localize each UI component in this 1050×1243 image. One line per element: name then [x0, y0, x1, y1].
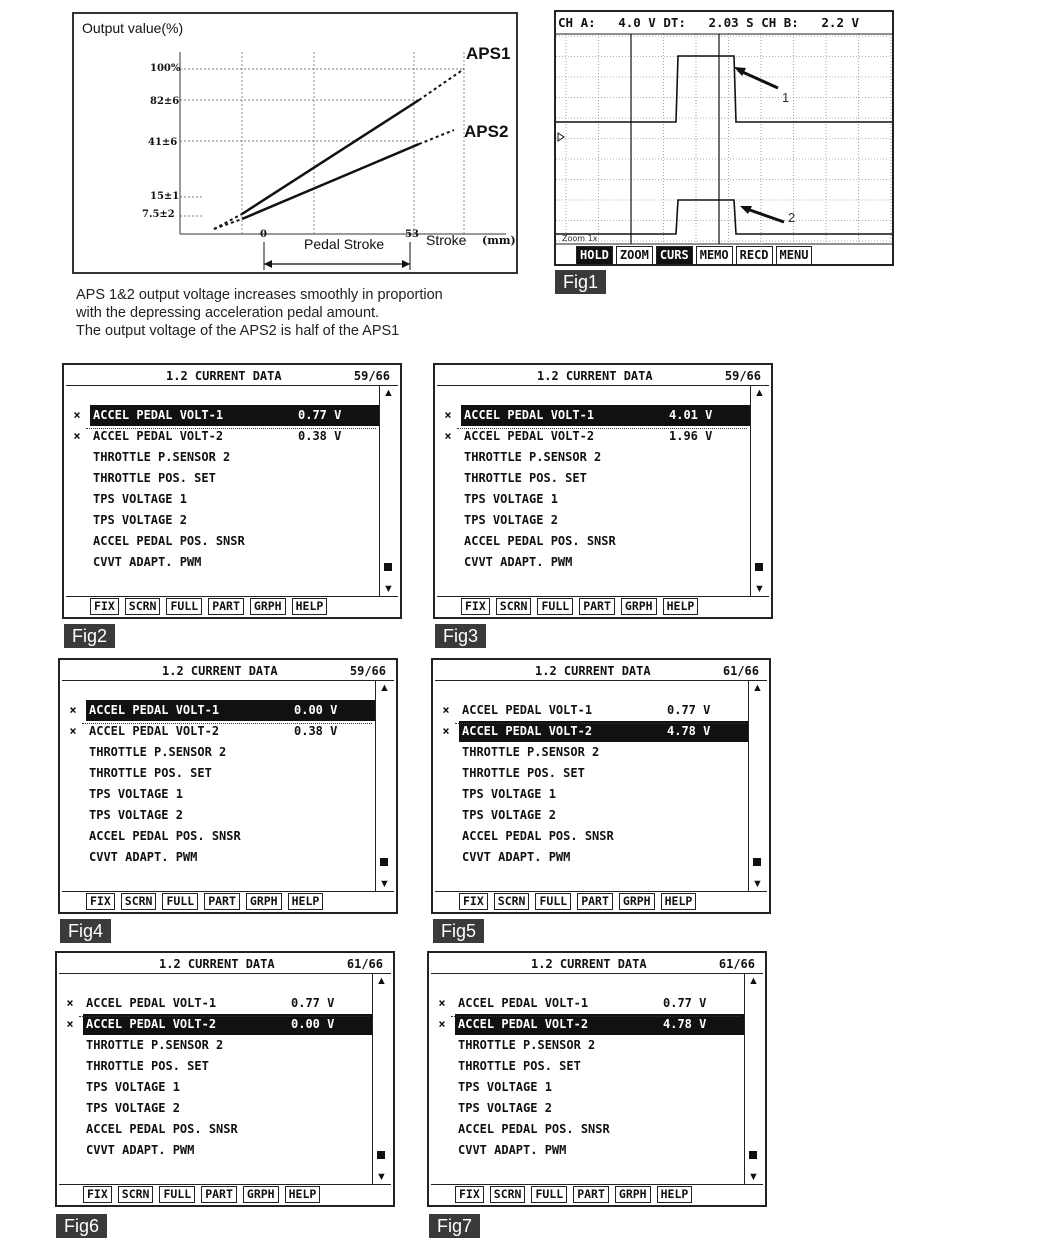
screen-title: 1.2 CURRENT DATA — [531, 957, 647, 971]
scrn-button[interactable]: SCRN — [121, 893, 157, 910]
current-data-screen-fig4 — [58, 658, 398, 914]
data-row[interactable] — [61, 1056, 375, 1077]
scope-menu-button[interactable]: MENU — [776, 246, 813, 265]
screen-header — [59, 955, 391, 974]
part-button[interactable]: PART — [201, 1186, 237, 1203]
data-row[interactable] — [64, 763, 378, 784]
data-row[interactable] — [68, 510, 382, 531]
fig-label-4: Fig4 — [60, 919, 111, 943]
data-row[interactable] — [61, 1098, 375, 1119]
fixed-mark-icon: × — [438, 996, 446, 1010]
fix-button[interactable]: FIX — [455, 1186, 484, 1203]
separator-line — [451, 1016, 741, 1017]
fix-button[interactable]: FIX — [459, 893, 488, 910]
part-button[interactable]: PART — [204, 893, 240, 910]
sensor-name: CVVT ADAPT. PWM — [458, 1143, 567, 1157]
aps2-low-extension — [214, 219, 242, 229]
scroll-up-icon[interactable]: ▲ — [383, 387, 394, 399]
full-button[interactable]: FULL — [162, 893, 198, 910]
data-row[interactable] — [437, 826, 751, 847]
data-row[interactable] — [439, 552, 753, 573]
current-data-screen-fig7 — [427, 951, 767, 1207]
aps2-label: APS2 — [464, 122, 509, 141]
fixed-mark-icon: × — [66, 1017, 74, 1031]
aps-output-graph — [72, 12, 518, 274]
data-row[interactable] — [61, 1035, 375, 1056]
fixed-mark-icon: × — [442, 724, 450, 738]
grph-button[interactable]: GRPH — [243, 1186, 279, 1203]
callout-2-label: 2 — [788, 210, 796, 225]
sensor-name: TPS VOLTAGE 1 — [93, 492, 187, 506]
part-button[interactable]: PART — [573, 1186, 609, 1203]
aps1-line — [242, 100, 419, 214]
data-row[interactable] — [437, 742, 751, 763]
scope-curs-button[interactable]: CURS — [656, 246, 693, 265]
fixed-mark-icon: × — [444, 429, 452, 443]
aps-note-line: APS 1&2 output voltage increases smoothly in proportion — [76, 287, 443, 303]
data-row[interactable] — [64, 784, 378, 805]
current-data-screen-fig3 — [433, 363, 773, 619]
sensor-name: CVVT ADAPT. PWM — [462, 850, 571, 864]
sensor-name: ACCEL PEDAL POS. SNSR — [89, 829, 241, 843]
data-row[interactable] — [433, 1077, 747, 1098]
scrollbar[interactable] — [748, 680, 767, 892]
aps-xlabel-pedal: Pedal Stroke — [304, 236, 385, 252]
sensor-name: ACCEL PEDAL VOLT-1 — [93, 408, 224, 422]
sensor-name: THROTTLE P.SENSOR 2 — [464, 450, 602, 464]
scope-recd-button[interactable]: RECD — [736, 246, 773, 265]
full-button[interactable]: FULL — [166, 598, 202, 615]
current-data-screen-fig6 — [55, 951, 395, 1207]
channel-a-waveform — [556, 56, 894, 122]
data-row[interactable] — [68, 468, 382, 489]
help-button[interactable]: HELP — [657, 1186, 693, 1203]
screen-title: 1.2 CURRENT DATA — [537, 369, 653, 383]
page-counter: 59/66 — [349, 664, 386, 678]
aps-ytick-7-5: 7.5±2 — [142, 209, 175, 220]
grph-button[interactable]: GRPH — [615, 1186, 651, 1203]
data-list — [68, 405, 382, 573]
data-row[interactable] — [439, 489, 753, 510]
data-row[interactable] — [437, 763, 751, 784]
page-counter: 59/66 — [353, 369, 390, 383]
sensor-name: CVVT ADAPT. PWM — [89, 850, 198, 864]
sensor-name: ACCEL PEDAL VOLT-2 — [464, 429, 595, 443]
sensor-name: TPS VOLTAGE 2 — [462, 808, 556, 822]
sensor-name: ACCEL PEDAL VOLT-2 — [89, 724, 220, 738]
separator-line — [457, 428, 747, 429]
channel-b-waveform — [556, 200, 894, 234]
sensor-name: THROTTLE P.SENSOR 2 — [458, 1038, 596, 1052]
aps1-label: APS1 — [466, 44, 511, 63]
oscilloscope-header: CH A: 4.0 V DT: 2.03 S CH B: 2.2 V — [558, 15, 860, 30]
aps-note-line: The output voltage of the APS2 is half of the APS1 — [76, 323, 400, 339]
full-button[interactable]: FULL — [159, 1186, 195, 1203]
grph-button[interactable]: GRPH — [621, 598, 657, 615]
scroll-down-icon[interactable]: ▼ — [383, 583, 394, 595]
screen-title: 1.2 CURRENT DATA — [166, 369, 282, 383]
sensor-name: THROTTLE POS. SET — [462, 766, 585, 780]
aps-ytick-41: 41±6 — [148, 137, 178, 148]
sensor-value: 0.77 V — [667, 703, 711, 717]
fixed-mark-icon: × — [438, 1017, 446, 1031]
page-counter: 61/66 — [718, 957, 755, 971]
aps-ytick-100: 100% — [150, 63, 181, 74]
data-row[interactable] — [433, 993, 747, 1014]
data-list — [433, 993, 747, 1161]
data-list — [437, 700, 751, 868]
grph-button[interactable]: GRPH — [619, 893, 655, 910]
part-button[interactable]: PART — [208, 598, 244, 615]
data-row[interactable] — [68, 531, 382, 552]
scrn-button[interactable]: SCRN — [494, 893, 530, 910]
arrow-left-head — [264, 260, 272, 268]
sensor-name: TPS VOLTAGE 1 — [464, 492, 558, 506]
scroll-thumb[interactable] — [755, 563, 763, 571]
aps-ylabel: Output value(%) — [82, 20, 184, 36]
data-row[interactable] — [64, 826, 378, 847]
data-row[interactable] — [68, 552, 382, 573]
data-row[interactable] — [64, 742, 378, 763]
sensor-name: ACCEL PEDAL POS. SNSR — [86, 1122, 238, 1136]
function-key-bar — [62, 891, 394, 910]
scroll-up-icon[interactable]: ▲ — [748, 975, 759, 987]
screen-title: 1.2 CURRENT DATA — [535, 664, 651, 678]
scrollbar[interactable] — [372, 973, 391, 1185]
scope-zoom-button[interactable]: ZOOM — [616, 246, 653, 265]
sensor-name: THROTTLE POS. SET — [93, 471, 216, 485]
sensor-name: CVVT ADAPT. PWM — [464, 555, 573, 569]
fig-label-6: Fig6 — [56, 1214, 107, 1238]
sensor-value: 4.78 V — [667, 724, 711, 738]
sensor-name: ACCEL PEDAL VOLT-2 — [93, 429, 224, 443]
aps-ytick-15: 15±1 — [150, 191, 180, 202]
fixed-mark-icon: × — [69, 724, 77, 738]
callout-1-arrow — [738, 70, 778, 88]
scrn-button[interactable]: SCRN — [125, 598, 161, 615]
oscilloscope-screen — [554, 10, 894, 266]
sensor-value: 0.38 V — [298, 429, 342, 443]
aps-xtick-0: 0 — [260, 229, 267, 240]
aps-xtick-53: 53 — [405, 229, 419, 240]
page-counter: 61/66 — [722, 664, 759, 678]
scrollbar[interactable] — [379, 385, 398, 597]
scroll-down-icon[interactable]: ▼ — [376, 1171, 387, 1183]
scrn-button[interactable]: SCRN — [496, 598, 532, 615]
oscilloscope-toolbar — [576, 246, 812, 265]
data-row[interactable] — [433, 1056, 747, 1077]
sensor-value: 0.77 V — [298, 408, 342, 422]
data-row[interactable] — [439, 405, 753, 426]
scroll-thumb[interactable] — [753, 858, 761, 866]
screen-header — [435, 662, 767, 681]
page-counter: 59/66 — [724, 369, 761, 383]
sensor-name: ACCEL PEDAL VOLT-1 — [464, 408, 595, 422]
data-row[interactable] — [433, 1098, 747, 1119]
aps-description — [76, 286, 546, 340]
function-key-bar — [59, 1184, 391, 1203]
sensor-value: 0.77 V — [291, 996, 335, 1010]
grph-button[interactable]: GRPH — [250, 598, 286, 615]
scroll-thumb[interactable] — [380, 858, 388, 866]
function-key-bar — [66, 596, 398, 615]
sensor-value: 0.77 V — [663, 996, 707, 1010]
sensor-name: ACCEL PEDAL VOLT-1 — [462, 703, 593, 717]
sensor-name: ACCEL PEDAL VOLT-2 — [458, 1017, 589, 1031]
page-counter: 61/66 — [346, 957, 383, 971]
data-row[interactable] — [61, 1119, 375, 1140]
aps1-high-extension — [419, 69, 464, 100]
data-row[interactable] — [68, 447, 382, 468]
sensor-value: 4.78 V — [663, 1017, 707, 1031]
screen-header — [431, 955, 763, 974]
sensor-name: THROTTLE P.SENSOR 2 — [89, 745, 227, 759]
callout-1-arrowhead — [734, 67, 746, 76]
data-row[interactable] — [433, 1014, 747, 1035]
aps-xlabel-stroke: Stroke — [426, 232, 467, 248]
data-row[interactable] — [437, 805, 751, 826]
sensor-name: ACCEL PEDAL VOLT-2 — [462, 724, 593, 738]
aps-xunit: (mm) — [482, 234, 516, 247]
full-button[interactable]: FULL — [537, 598, 573, 615]
help-button[interactable]: HELP — [285, 1186, 321, 1203]
scroll-thumb[interactable] — [384, 563, 392, 571]
screen-header — [62, 662, 394, 681]
sensor-name: ACCEL PEDAL VOLT-1 — [86, 996, 217, 1010]
sensor-name: TPS VOLTAGE 1 — [89, 787, 183, 801]
scope-memo-button[interactable]: MEMO — [696, 246, 733, 265]
function-key-bar — [435, 891, 767, 910]
scroll-down-icon[interactable]: ▼ — [752, 878, 763, 890]
scroll-up-icon[interactable]: ▲ — [752, 682, 763, 694]
fig-label-7: Fig7 — [429, 1214, 480, 1238]
sensor-name: THROTTLE POS. SET — [458, 1059, 581, 1073]
trigger-marker — [558, 133, 564, 141]
sensor-name: THROTTLE P.SENSOR 2 — [86, 1038, 224, 1052]
sensor-name: CVVT ADAPT. PWM — [93, 555, 202, 569]
sensor-value: 0.38 V — [294, 724, 338, 738]
scope-hold-button[interactable]: HOLD — [576, 246, 613, 265]
fix-button[interactable]: FIX — [461, 598, 490, 615]
help-button[interactable]: HELP — [288, 893, 324, 910]
scroll-up-icon[interactable]: ▲ — [754, 387, 765, 399]
data-row[interactable] — [437, 847, 751, 868]
sensor-name: ACCEL PEDAL VOLT-1 — [89, 703, 220, 717]
sensor-name: TPS VOLTAGE 2 — [89, 808, 183, 822]
data-row[interactable] — [439, 426, 753, 447]
part-button[interactable]: PART — [579, 598, 615, 615]
full-button[interactable]: FULL — [531, 1186, 567, 1203]
data-row[interactable] — [61, 1014, 375, 1035]
separator-line — [79, 1016, 369, 1017]
sensor-name: TPS VOLTAGE 2 — [93, 513, 187, 527]
sensor-name: TPS VOLTAGE 1 — [86, 1080, 180, 1094]
data-row[interactable] — [61, 1140, 375, 1161]
screen-header — [437, 367, 769, 386]
screen-title: 1.2 CURRENT DATA — [162, 664, 278, 678]
data-row[interactable] — [68, 489, 382, 510]
data-row[interactable] — [439, 468, 753, 489]
scroll-down-icon[interactable]: ▼ — [379, 878, 390, 890]
fixed-mark-icon: × — [73, 429, 81, 443]
data-list — [64, 700, 378, 868]
scroll-up-icon[interactable]: ▲ — [376, 975, 387, 987]
aps2-line — [242, 144, 419, 219]
sensor-name: TPS VOLTAGE 2 — [86, 1101, 180, 1115]
fix-button[interactable]: FIX — [90, 598, 119, 615]
scroll-thumb[interactable] — [749, 1151, 757, 1159]
scroll-down-icon[interactable]: ▼ — [748, 1171, 759, 1183]
screen-title: 1.2 CURRENT DATA — [159, 957, 275, 971]
data-row[interactable] — [64, 805, 378, 826]
sensor-name: THROTTLE POS. SET — [89, 766, 212, 780]
sensor-name: TPS VOLTAGE 2 — [458, 1101, 552, 1115]
data-list — [439, 405, 753, 573]
sensor-value: 0.00 V — [294, 703, 338, 717]
grph-button[interactable]: GRPH — [246, 893, 282, 910]
fig-label-3: Fig3 — [435, 624, 486, 648]
data-row[interactable] — [61, 1077, 375, 1098]
data-row[interactable] — [68, 426, 382, 447]
full-button[interactable]: FULL — [535, 893, 571, 910]
help-button[interactable]: HELP — [292, 598, 328, 615]
sensor-name: CVVT ADAPT. PWM — [86, 1143, 195, 1157]
help-button[interactable]: HELP — [661, 893, 697, 910]
data-row[interactable] — [439, 510, 753, 531]
data-row[interactable] — [433, 1119, 747, 1140]
sensor-name: THROTTLE POS. SET — [86, 1059, 209, 1073]
sensor-name: ACCEL PEDAL POS. SNSR — [462, 829, 614, 843]
sensor-name: TPS VOLTAGE 1 — [462, 787, 556, 801]
sensor-name: THROTTLE POS. SET — [464, 471, 587, 485]
sensor-name: THROTTLE P.SENSOR 2 — [462, 745, 600, 759]
fix-button[interactable]: FIX — [86, 893, 115, 910]
data-row[interactable] — [64, 847, 378, 868]
data-row[interactable] — [437, 700, 751, 721]
sensor-name: ACCEL PEDAL POS. SNSR — [458, 1122, 610, 1136]
sensor-name: TPS VOLTAGE 1 — [458, 1080, 552, 1094]
help-button[interactable]: HELP — [663, 598, 699, 615]
data-row[interactable] — [64, 721, 378, 742]
sensor-value: 4.01 V — [669, 408, 713, 422]
sensor-name: TPS VOLTAGE 2 — [464, 513, 558, 527]
callout-1-label: 1 — [782, 90, 790, 105]
scrn-button[interactable]: SCRN — [118, 1186, 154, 1203]
data-row[interactable] — [439, 447, 753, 468]
data-row[interactable] — [433, 1140, 747, 1161]
data-row[interactable] — [437, 721, 751, 742]
separator-line — [82, 723, 372, 724]
sensor-name: ACCEL PEDAL POS. SNSR — [464, 534, 616, 548]
sensor-name: ACCEL PEDAL VOLT-1 — [458, 996, 589, 1010]
data-row[interactable] — [61, 993, 375, 1014]
scrollbar[interactable] — [744, 973, 763, 1185]
scrollbar[interactable] — [375, 680, 394, 892]
function-key-bar — [437, 596, 769, 615]
part-button[interactable]: PART — [577, 893, 613, 910]
aps-note-line: with the depressing acceleration pedal amount. — [76, 305, 380, 321]
function-key-bar — [431, 1184, 763, 1203]
scroll-thumb[interactable] — [377, 1151, 385, 1159]
data-list — [61, 993, 375, 1161]
data-row[interactable] — [437, 784, 751, 805]
sensor-value: 0.00 V — [291, 1017, 335, 1031]
fixed-mark-icon: × — [444, 408, 452, 422]
callout-2-arrow — [744, 208, 784, 222]
screen-header — [66, 367, 398, 386]
data-row[interactable] — [68, 405, 382, 426]
fig-label-5: Fig5 — [433, 919, 484, 943]
aps-ytick-82: 82±6 — [150, 96, 180, 107]
data-row[interactable] — [64, 700, 378, 721]
fixed-mark-icon: × — [66, 996, 74, 1010]
separator-line — [455, 723, 745, 724]
aps2-high-extension — [419, 130, 454, 144]
sensor-name: ACCEL PEDAL VOLT-2 — [86, 1017, 217, 1031]
oscilloscope-waveform — [556, 12, 894, 266]
scroll-up-icon[interactable]: ▲ — [379, 682, 390, 694]
fixed-mark-icon: × — [69, 703, 77, 717]
sensor-name: ACCEL PEDAL POS. SNSR — [93, 534, 245, 548]
current-data-screen-fig5 — [431, 658, 771, 914]
fix-button[interactable]: FIX — [83, 1186, 112, 1203]
arrow-right-head — [402, 260, 410, 268]
scrollbar[interactable] — [750, 385, 769, 597]
zoom-label: Zoom 1x — [562, 234, 598, 243]
fixed-mark-icon: × — [73, 408, 81, 422]
separator-line — [86, 428, 376, 429]
fig-label-2: Fig2 — [64, 624, 115, 648]
fixed-mark-icon: × — [442, 703, 450, 717]
data-row[interactable] — [439, 531, 753, 552]
scrn-button[interactable]: SCRN — [490, 1186, 526, 1203]
sensor-name: THROTTLE P.SENSOR 2 — [93, 450, 231, 464]
data-row[interactable] — [433, 1035, 747, 1056]
scroll-down-icon[interactable]: ▼ — [754, 583, 765, 595]
current-data-screen-fig2 — [62, 363, 402, 619]
sensor-value: 1.96 V — [669, 429, 713, 443]
fig-label-1: Fig1 — [555, 270, 606, 294]
